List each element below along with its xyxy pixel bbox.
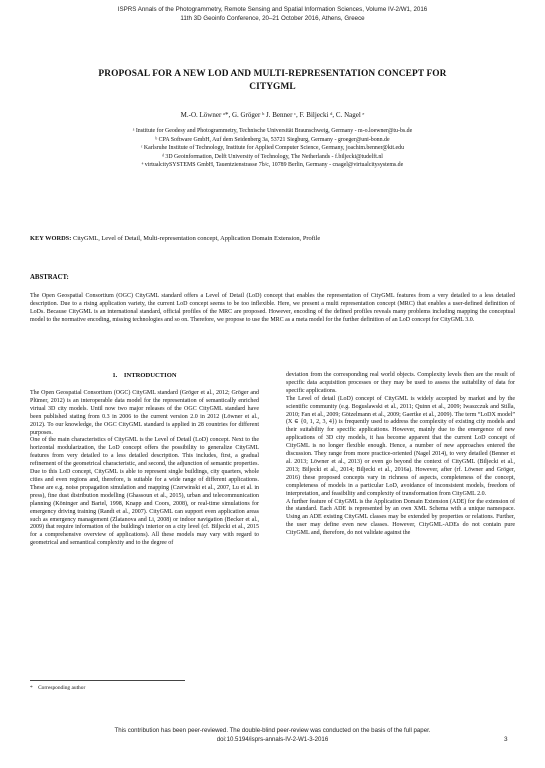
intro-paragraph-3: deviation from the corresponding real world objects. Complexity levels then are the result of specific data acquisition processes or they may be used to assess the suitability of data for specific applications. (286, 372, 515, 394)
affiliation-d: ᵈ 3D Geoinformation, Delft University of Technology, The Netherlands - f.biljecki@tudelft.nl (162, 153, 383, 160)
journal-header (0, 5, 545, 23)
author-list: M.-O. Löwner ᵃ*, G. Gröger ᵇ J. Benner ᶜ, F. Biljecki ᵈ, C. Nagel ᵉ (180, 111, 365, 119)
intro-paragraph-4: The Level of detail (LoD) concept of CityGML is widely accepted by market and by the scientific community (e.g. Boguslawski et al., 2011; Quinn et al., 2009; Iwaszczuk and Stilla, 2010; Fan et al., 2009; Götzelmann et al., 2009; Gaertke et al., 2009). The term “LoDX model” (X ∈ {0, 1, 2, 3, 4}) is frequently used to address the complexity of existing city models and their suitability for specific applications. However, mainly due to the emergence of new applications of 3D city models, it has become apparent that the current LoD concept of CityGML is no longer flexible enough. Hence, a number of new approaches entered the discussion. They range from more practice-oriented (Nagel 2014), to very detailed (Benner et al. 2013; Löwner et al., 2013) or even go beyond the context of CityGML (Biljecki et al., 2013; Biljecki et al., 2014; Biljecki et al., 2016a). However, after (rf. Löwner and Gröger, 2016) these proposed concepts vary in richness of aspects, completeness of the concept, completeness of models in a particular LoD, avoidance of inconsistent models, freedom of interpretation, and feasibility and complexity of transformation from CityGML 2.0. (286, 395, 515, 497)
footnote-corresponding-author: * Corresponding author (30, 685, 86, 691)
intro-paragraph-2: One of the main characteristics of CityGML is the Level of Detail (LoD) concept. Next to the horizontal modularization, the LoD concept offers the possibility to generalize CityGML features from very detailed to a less detailed description. This includes, first, a gradual refinement of the geometrical characteristic, and second, the adjunction of semantic properties. Due to this LoD concept, CityGML is able to represent single buildings, city quarters, whole cities and even regions and, therefore, is suitable for a wide range of different applications. These are e.g. noise propagation simulation and mapping (Czerwinski et al., 2007, Lu et al. in press), fine dust distribution modelling (Ghassoun et al., 2015), urban and telecommunication planning (Köninger and Bartel, 1998, Knapp and Coors, 2008), or real-time simulations for emergency driving training (Randt et al., 2007). CityGML can support even application areas such as emergency management (Zlatanova and Li, 2008) or indoor navigation (Becker et al., 2009) that require information of the building's interior on a city level (cf. Biljecki et al., 2015 for a comprehensive overview of applications). All these models may vary with regard to geometrical and semantical complexity and to the degree of (30, 437, 259, 547)
section-heading-introduction: 1. INTRODUCTION (112, 372, 177, 379)
doi-text: doi:10.5194/isprs-annals-IV-2-W1-3-2016 (216, 735, 329, 743)
peer-review-note: This contribution has been peer-reviewed. The double-blind peer-review was conducted on the basis of the full paper. (114, 727, 431, 734)
affiliation-a: ᵃ Institute for Geodesy and Photogrammetry, Technische Universität Braunschweig, Germany - m-o.loewner@tu-bs.de (132, 128, 413, 134)
intro-paragraph-5: A further feature of CityGML is the Application Domain Extension (ADE) for the extension of the standard. Each ADE is represented by an own XML Schema with a unique namespace. Using an ADE existing CityGML classes may be extended by properties or relations. Further, the user may define even new classes. However, CityGML-ADEs do not contain pure CityGML and, therefore, do not validate against the (286, 498, 515, 537)
intro-paragraph-1: The Open Geospatial Consortium (OGC) CityGML standard (Gröger et al., 2012; Gröger and Plümer, 2012) is an interoperable data model for the representation of semantically enriched virtual 3D city models. Until now two major releases of the OGC CityGML standard have been published stating from 0.3 in 2006 to the current version 2.0 in 2012 (Löwner et al., 2012). To our knowledge, the OGC CityGML standard is applied in 28 countries for different purposes. (30, 390, 259, 436)
page-footer (0, 727, 545, 744)
paper-title (40, 68, 505, 93)
abstract-heading: ABSTRACT: (30, 274, 69, 281)
affiliation-c: ᶜ Karlsruhe Institute of Technology, Institute for Applied Computer Science, Germany, joachim.benner@kit.edu (140, 145, 405, 152)
paper-title-line1: PROPOSAL FOR A NEW LOD AND MULTI-REPRESENTATION CONCEPT FOR (98, 69, 447, 79)
keywords (30, 235, 520, 242)
abstract-text: The Open Geospatial Consortium (OGC) CityGML standard offers a Level of Detail (LoD) concept that enables the representation of CityGML features from a very detailed to a less detailed description. Due to a rising application variety, the current LoD concept seems to be too inflexible. Here, we present a multi representation concept (MRC) that enables a user-defined definition of LoDs. Because CityGML is an international standard, official profiles of the MRC are proposed. However, encoding of the defined profiles reveals many problems including mapping the conceptual model to the normative encoding, missing technologies and so on. Therefore, we propose to use the MRC as a meta model for the further definition of an LoD concept for CityGML 3.0. (30, 293, 515, 323)
right-column (286, 372, 515, 538)
left-column (30, 390, 259, 548)
journal-header-line2: 11th 3D Geoinfo Conference, 20–21 October 2016, Athens, Greece (180, 15, 365, 22)
paper-title-line2: CITYGML (249, 81, 296, 92)
page-number: 3 (504, 736, 508, 743)
keywords-label: KEY WORDS: (30, 235, 72, 242)
affiliation-e: ᵉ virtualcitySYSTEMS GmbH, Tauentzienstrasse 7b/c, 10789 Berlin, Germany - cnagel@virtualcitysystems.de (141, 162, 404, 169)
keywords-text: CityGML, Level of Detail, Multi-representation concept, Application Domain Extension, Profile (72, 235, 321, 242)
journal-header-line1: ISPRS Annals of the Photogrammetry, Remote Sensing and Spatial Information Sciences, Volume IV-2/W1, 2016 (117, 6, 428, 13)
footnote-rule (30, 680, 185, 681)
affiliation-b: ᵇ CPA Software GmbH, Auf dem Seidenberg 3a, 53721 Siegburg, Germany - groeger@uni-bonn.de (155, 136, 390, 143)
affiliations (0, 127, 545, 170)
